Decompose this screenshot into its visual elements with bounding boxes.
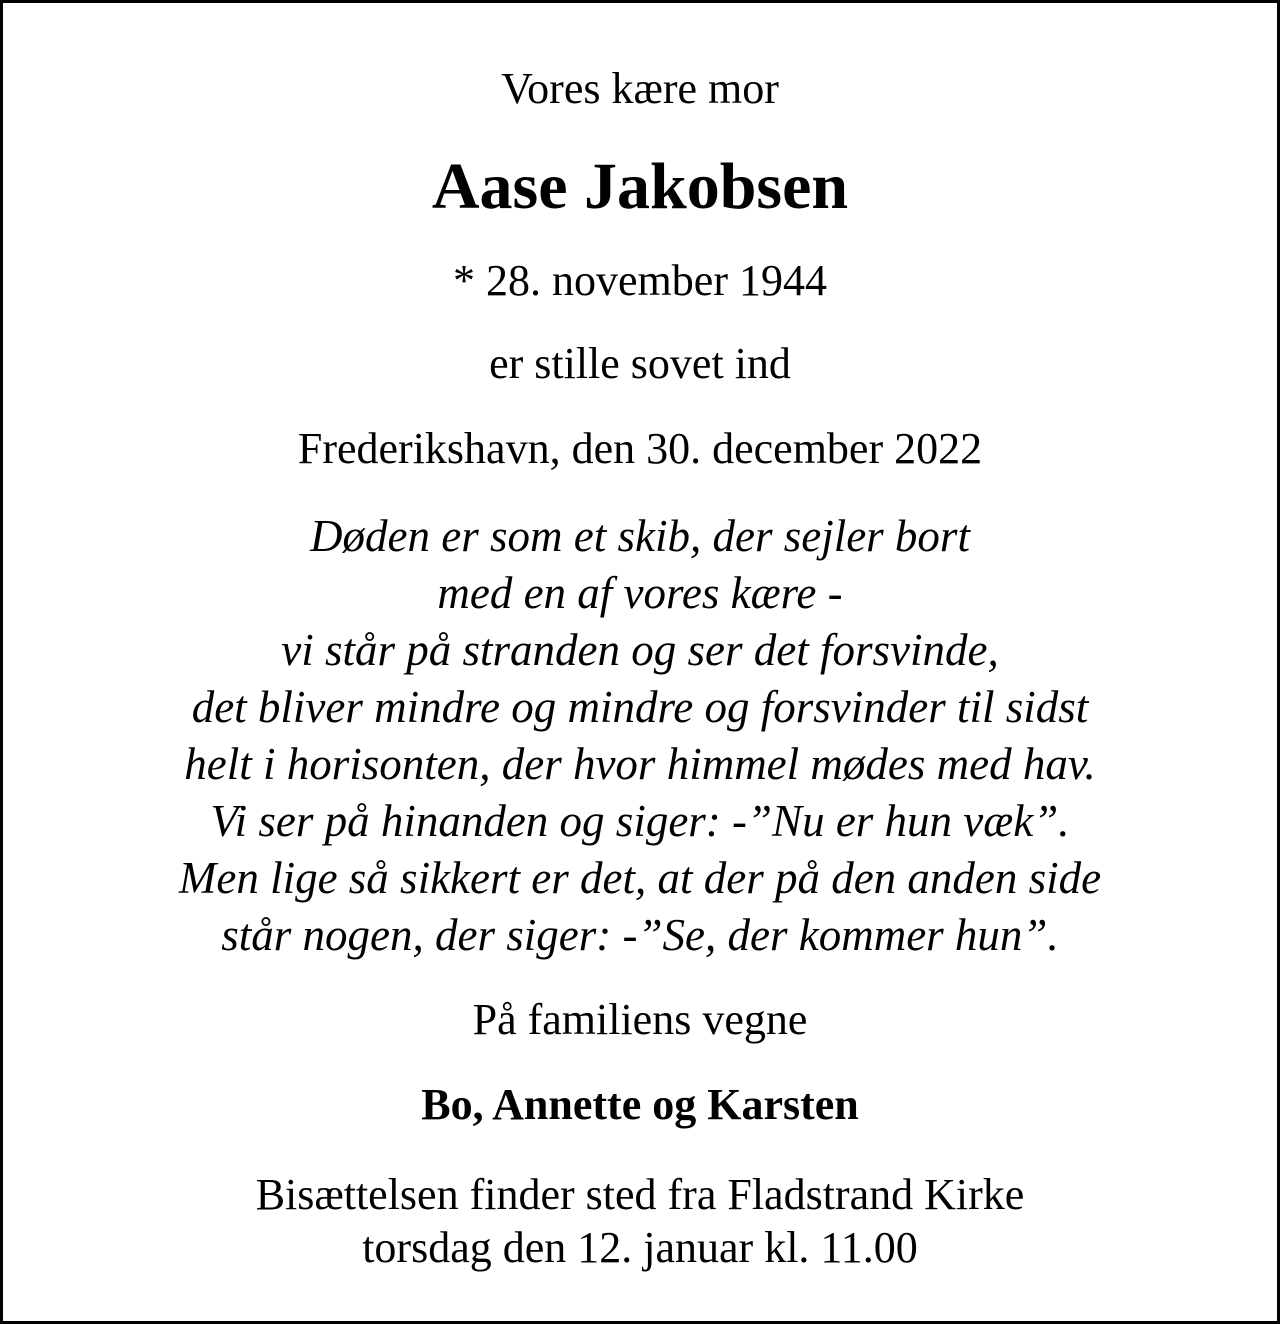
passing-line: er stille sovet ind — [489, 339, 791, 388]
relation-line: Vores kære mor — [501, 64, 779, 113]
poem-line: vi står på stranden og ser det forsvinde, — [281, 625, 999, 675]
ceremony-line: torsdag den 12. januar kl. 11.00 — [362, 1223, 918, 1272]
poem-line: Vi ser på hinanden og siger: -”Nu er hun væk”. — [210, 796, 1070, 846]
family-names: Bo, Annette og Karsten — [421, 1080, 859, 1129]
birth-date-line: * 28. november 1944 — [453, 256, 827, 305]
deceased-name: Aase Jakobsen — [431, 150, 849, 223]
on-behalf-line: På familiens vegne — [472, 995, 808, 1044]
poem-line: står nogen, der siger: -”Se, der kommer hun”. — [221, 910, 1059, 960]
ceremony-line: Bisættelsen finder sted fra Fladstrand Kirke — [255, 1170, 1025, 1219]
poem-line: Døden er som et skib, der sejler bort — [310, 511, 970, 561]
poem-line: med en af vores kære - — [437, 568, 843, 618]
place-date-line: Frederikshavn, den 30. december 2022 — [297, 424, 983, 473]
poem-line: det bliver mindre og mindre og forsvinder til sidst — [191, 682, 1089, 732]
poem-line: helt i horisonten, der hvor himmel mødes med hav. — [184, 739, 1096, 789]
memorial-poem — [3, 508, 1277, 964]
ceremony-details — [3, 1168, 1277, 1274]
poem-line: Men lige så sikkert er det, at der på den anden side — [178, 853, 1102, 903]
